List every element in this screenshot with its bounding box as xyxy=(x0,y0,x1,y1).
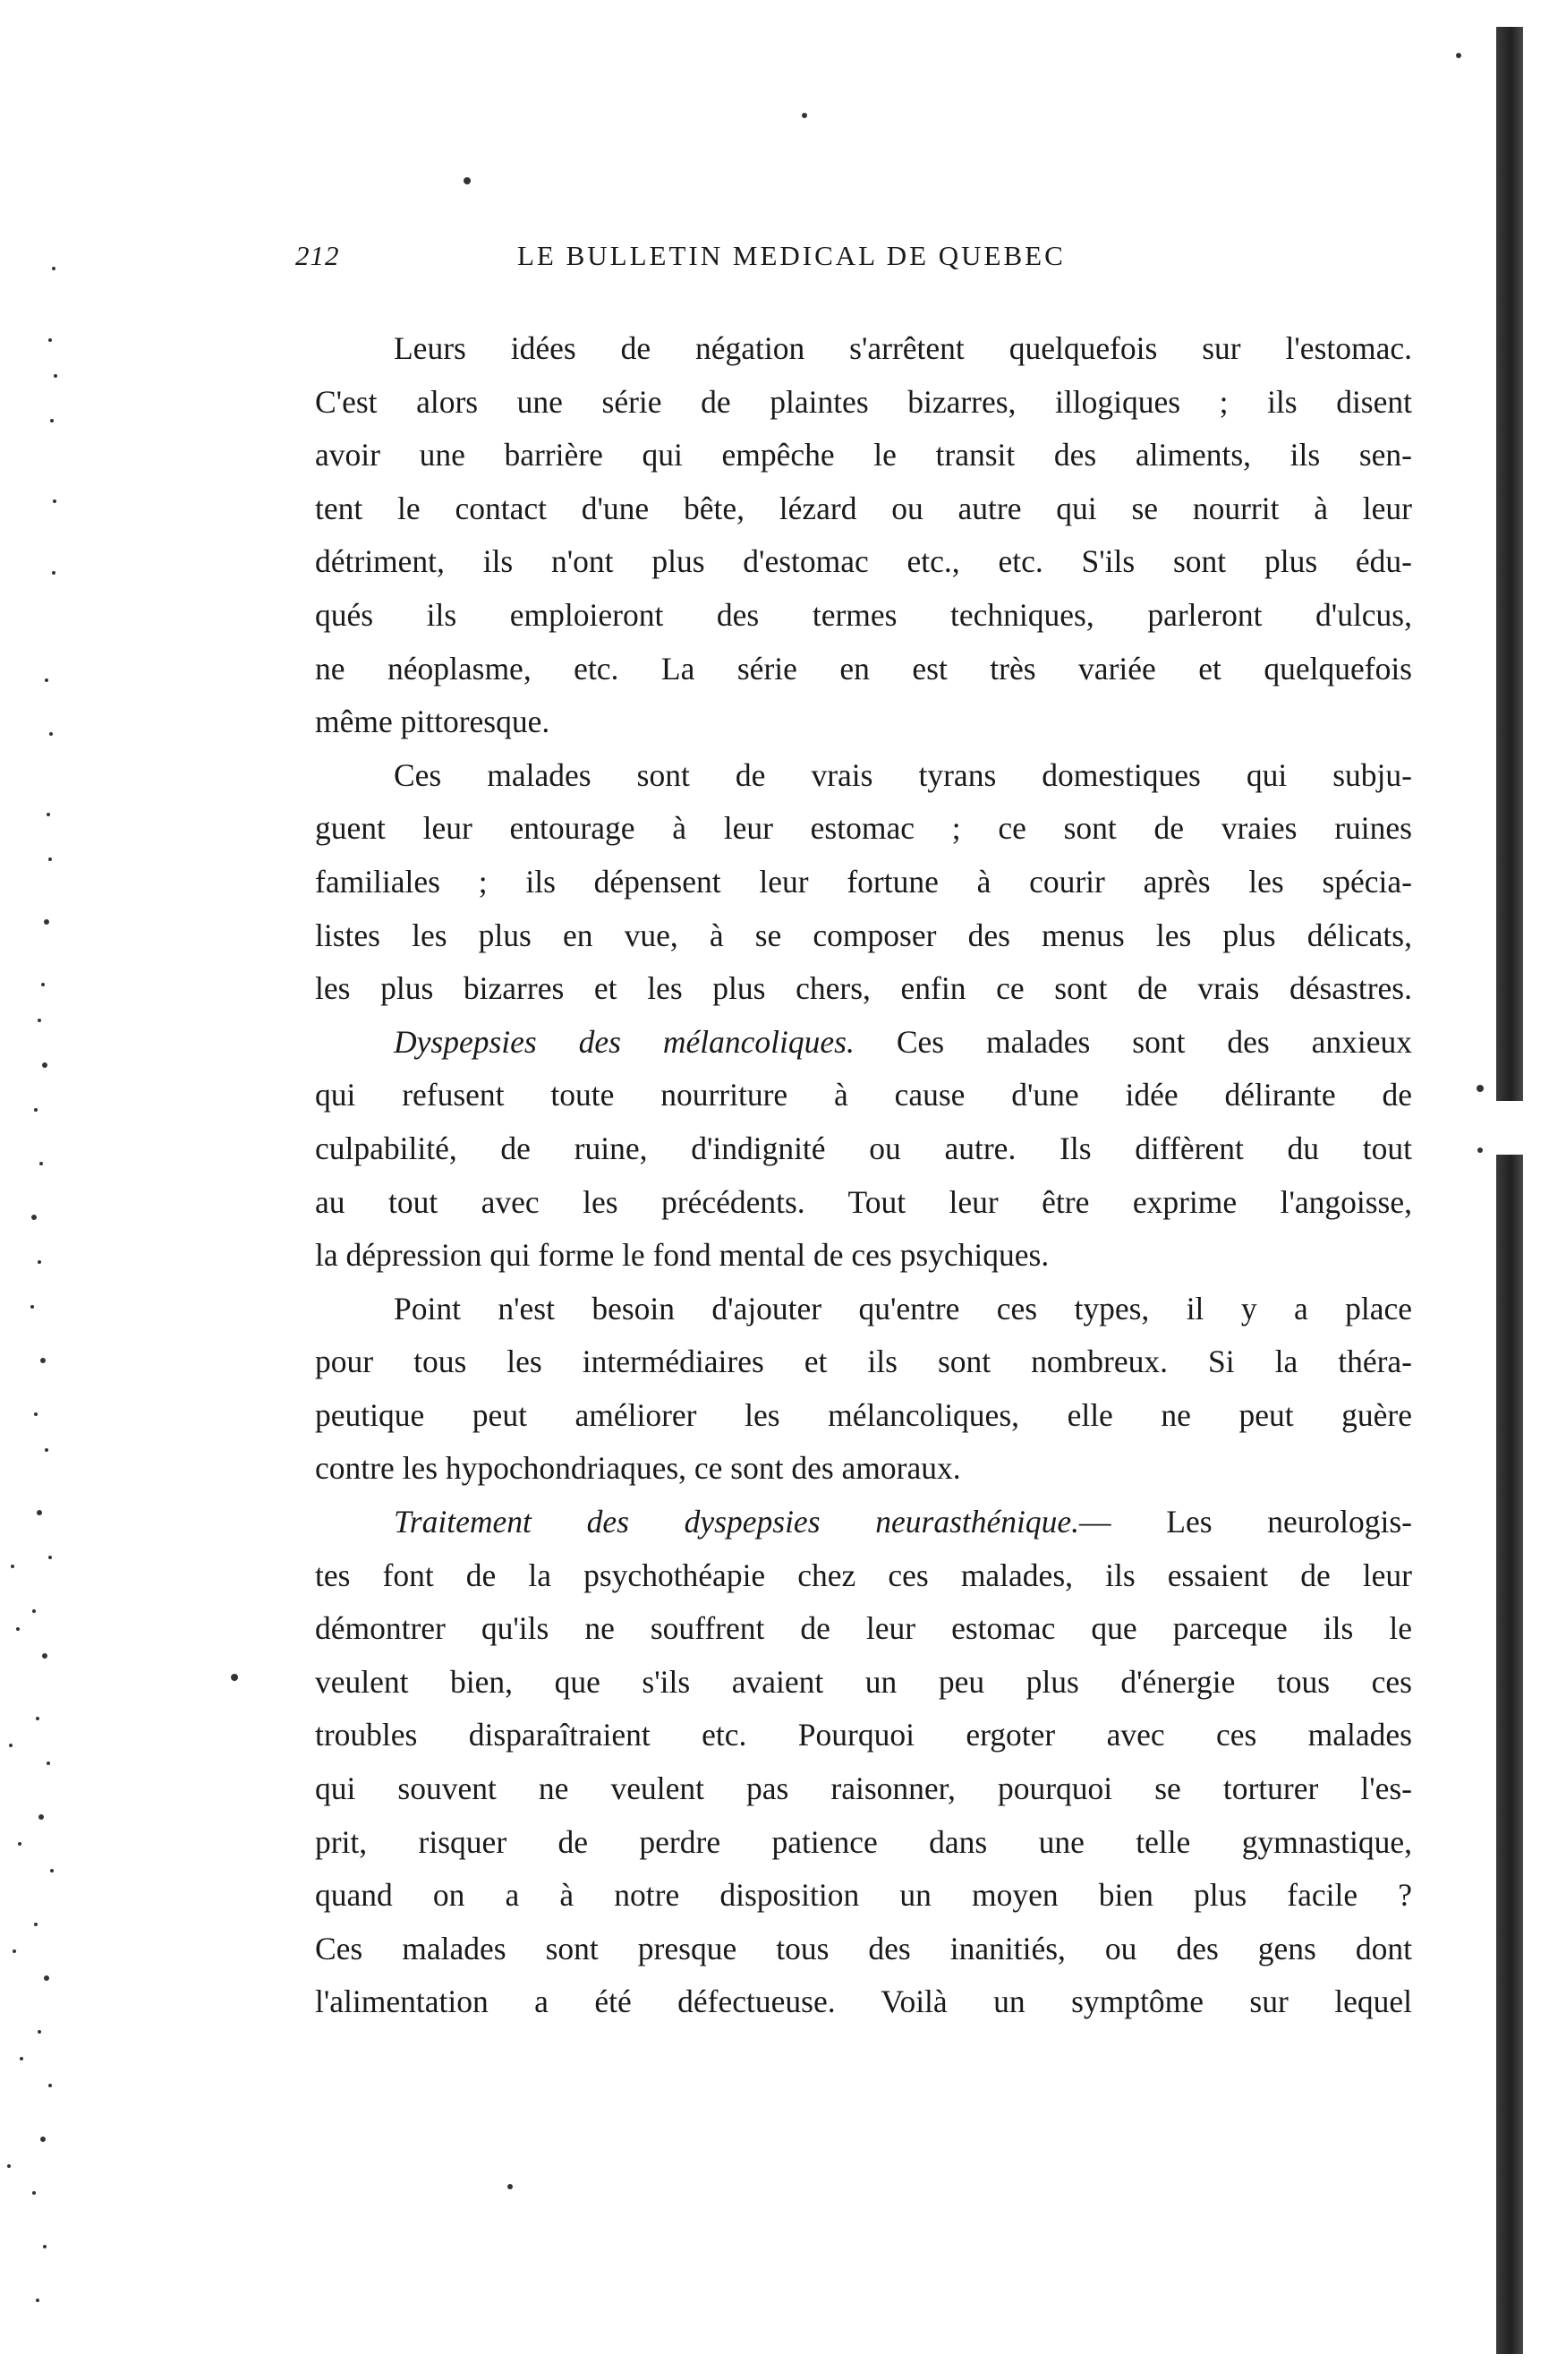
text-line: pour tous les intermédiaires et ils sont nombreux. Si la théra- xyxy=(315,1344,1412,1380)
text-line: ne néoplasme, etc. La série en est très variée et quelquefois xyxy=(315,650,1412,687)
text-line: qui refusent toute nourriture à cause d'une idée délirante de xyxy=(315,1077,1412,1113)
text-line: prit, risquer de perdre patience dans une telle gymnastique, xyxy=(315,1823,1412,1860)
heading-continuation: — Les neurologis- xyxy=(1079,1504,1412,1540)
paragraph-3 xyxy=(315,1016,1412,1283)
paragraph-2 xyxy=(315,749,1412,1016)
text-line: l'alimentation a été défectueuse. Voilà un symptôme sur lequel xyxy=(315,1983,1412,2020)
text-line: avoir une barrière qui empêche le transit des aliments, ils sen- xyxy=(315,437,1412,473)
text-line: listes les plus en vue, à se composer des menus les plus délicats, xyxy=(315,917,1412,953)
text-line: peutique peut améliorer les mélancoliques, elle ne peut guère xyxy=(315,1396,1412,1433)
text-line: C'est alors une série de plaintes bizarres, illogiques ; ils disent xyxy=(315,383,1412,420)
text-line: Leurs idées de négation s'arrêtent quelquefois sur l'estomac. xyxy=(394,330,1412,366)
text-line: veulent bien, que s'ils avaient un peu plus d'énergie tous ces xyxy=(315,1663,1412,1700)
text-line: tent le contact d'une bête, lézard ou autre qui se nourrit à leur xyxy=(315,490,1412,526)
running-header xyxy=(295,240,1280,276)
text-line: Point n'est besoin d'ajouter qu'entre ces types, il y a place xyxy=(394,1290,1412,1326)
text-line: tes font de la psychothéapie chez ces malades, ils essaient de leur xyxy=(315,1557,1412,1593)
text-line: la dépression qui forme le fond mental de ces psychiques. xyxy=(315,1237,1050,1274)
text-line: guent leur entourage à leur estomac ; ce sont de vraies ruines xyxy=(315,810,1412,847)
text-line: Ces malades sont de vrais tyrans domestiques qui subju- xyxy=(394,756,1412,793)
page-number: 212 xyxy=(295,240,340,271)
text-line: qui souvent ne veulent pas raisonner, pourquoi se torturer l'es- xyxy=(315,1770,1412,1807)
text-line: familiales ; ils dépensent leur fortune à courir après les spécia- xyxy=(315,863,1412,900)
paragraph-1 xyxy=(315,322,1412,749)
text-line: au tout avec les précédents. Tout leur être exprime l'angoisse, xyxy=(315,1183,1412,1220)
text-line: même pittoresque. xyxy=(315,704,550,740)
text-line xyxy=(315,1016,1412,1070)
paragraph-4 xyxy=(315,1283,1412,1496)
text-line: culpabilité, de ruine, d'indignité ou autre. Ils diffèrent du tout xyxy=(315,1130,1412,1166)
text-line: quand on a à notre disposition un moyen bien plus facile ? xyxy=(315,1877,1412,1914)
running-title: LE BULLETIN MEDICAL DE QUEBEC xyxy=(517,240,1066,271)
text-line: détriment, ils n'ont plus d'estomac etc., etc. S'ils sont plus édu- xyxy=(315,543,1412,580)
body-text xyxy=(315,322,1412,2029)
text-line: les plus bizarres et les plus chers, enfin ce sont de vrais désastres. xyxy=(315,970,1412,1007)
heading-continuation: Ces malades sont des anxieux xyxy=(896,1023,1413,1060)
text-line: démontrer qu'ils ne souffrent de leur estomac que parceque ils le xyxy=(315,1610,1412,1647)
paragraph-5 xyxy=(315,1496,1412,2029)
text-line: troubles disparaîtraient etc. Pourquoi ergoter avec ces malades xyxy=(315,1717,1412,1753)
section-heading-melancholic: Dyspepsies des mélancoliques. xyxy=(394,1023,855,1060)
section-heading-treatment: Traitement des dyspepsies neurasthénique. xyxy=(394,1504,1080,1540)
text-line: contre les hypochondriaques, ce sont des amoraux. xyxy=(315,1450,961,1487)
text-line xyxy=(315,1496,1412,1549)
text-line: Ces malades sont presque tous des inanitiés, ou des gens dont xyxy=(315,1930,1412,1966)
text-line: qués ils emploieront des termes techniques, parleront d'ulcus, xyxy=(315,596,1412,633)
